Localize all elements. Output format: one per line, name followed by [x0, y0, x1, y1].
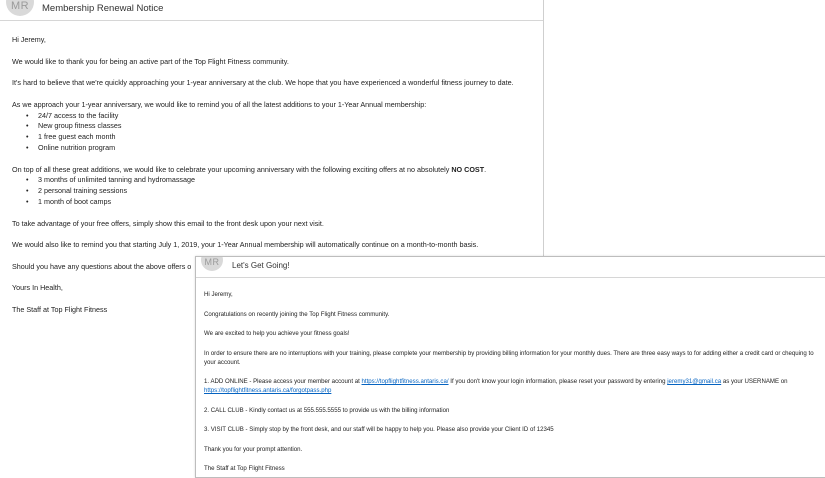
sender-avatar[interactable]: MR [6, 0, 34, 16]
email-header [0, 0, 543, 21]
greeting: Hi Jeremy, [12, 35, 46, 44]
offers-intro: On top of all these great additions, we would like to celebrate your upcoming anniversary with the following exciting offers at no absolutely NO COST. [12, 164, 487, 174]
closing: Yours In Health, [12, 283, 63, 293]
email-header [196, 257, 825, 278]
membership-list [12, 111, 543, 154]
no-cost-emphasis: NO COST [451, 164, 485, 174]
auto-renew-paragraph: We would also like to remind you that starting July 1, 2019, your 1-Year Annual membership will automatically continue on a month-to-month basis. [12, 240, 479, 250]
sender-avatar[interactable]: MR [201, 256, 223, 271]
billing-paragraph: In order to ensure there are no interruptions with your training, please complete your membership by providing billing information for your monthly dues. There are three easy ways to for adding either a credit card or chequing to your account. [204, 349, 814, 366]
redeem-paragraph: To take advantage of your free offers, simply show this email to the front desk upon your next visit. [12, 218, 324, 228]
step-add-online: 1. ADD ONLINE - Please access your member account at https://topflightfitness.antaris.ca/ If you don't know your login information, please reset your password by entering jeremy31@gmail.ca as your USERNAME on https://topflightfitness.antaris.ca/forgotpass.php [204, 378, 788, 394]
thanks-paragraph: We would like to thank you for being an active part of the Top Flight Fitness community. [12, 56, 289, 66]
list-item: • 1 month of boot camps [12, 197, 543, 208]
list-item: • 2 personal training sessions [12, 186, 543, 197]
username-email-link[interactable]: jeremy31@gmail.ca [667, 378, 722, 385]
list-item: • 3 months of unlimited tanning and hydromassage [12, 175, 543, 186]
email-welcome-pane [195, 256, 825, 478]
anniversary-paragraph: It's hard to believe that we're quickly approaching your 1-year anniversary at the club. We hope that you have experienced a wonderful fitness journey to date. [12, 78, 514, 88]
signature: The Staff at Top Flight Fitness [204, 465, 285, 472]
email-subject: Membership Renewal Notice [42, 3, 164, 14]
excited-paragraph: We are excited to help you achieve your fitness goals! [204, 330, 350, 337]
remind-intro: As we approach your 1-year anniversary, we would like to remind you of all the latest additions to your 1-Year Annual membership: [12, 99, 427, 109]
greeting: Hi Jeremy, [204, 291, 233, 298]
member-account-link[interactable]: https://topflightfitness.antaris.ca/ [361, 378, 449, 385]
step-visit-club: 3. VISIT CLUB - Simply stop by the front desk, and our staff will be happy to help you. Please also provide your Client ID of 12345 [204, 426, 554, 433]
forgot-password-link[interactable]: https://topflightfitness.antaris.ca/forgotpass.php [204, 387, 332, 394]
signature: The Staff at Top Flight Fitness [12, 304, 108, 314]
list-item: • 24/7 access to the facility [12, 111, 543, 122]
list-item: • Online nutrition program [12, 143, 543, 154]
congrats-paragraph: Congratulations on recently joining the Top Flight Fitness community. [204, 310, 390, 318]
list-item: • 1 free guest each month [12, 132, 543, 143]
thank-you-paragraph: Thank you for your prompt attention. [204, 445, 303, 453]
step-call-club: 2. CALL CLUB - Kindly contact us at 555.555.5555 to provide us with the billing information [204, 406, 450, 414]
email-subject: Let's Get Going! [232, 261, 290, 270]
list-item: • New group fitness classes [12, 121, 543, 132]
questions-paragraph: Should you have any questions about the above offers o [12, 261, 192, 271]
email-body [196, 278, 825, 477]
offers-list [12, 175, 543, 207]
